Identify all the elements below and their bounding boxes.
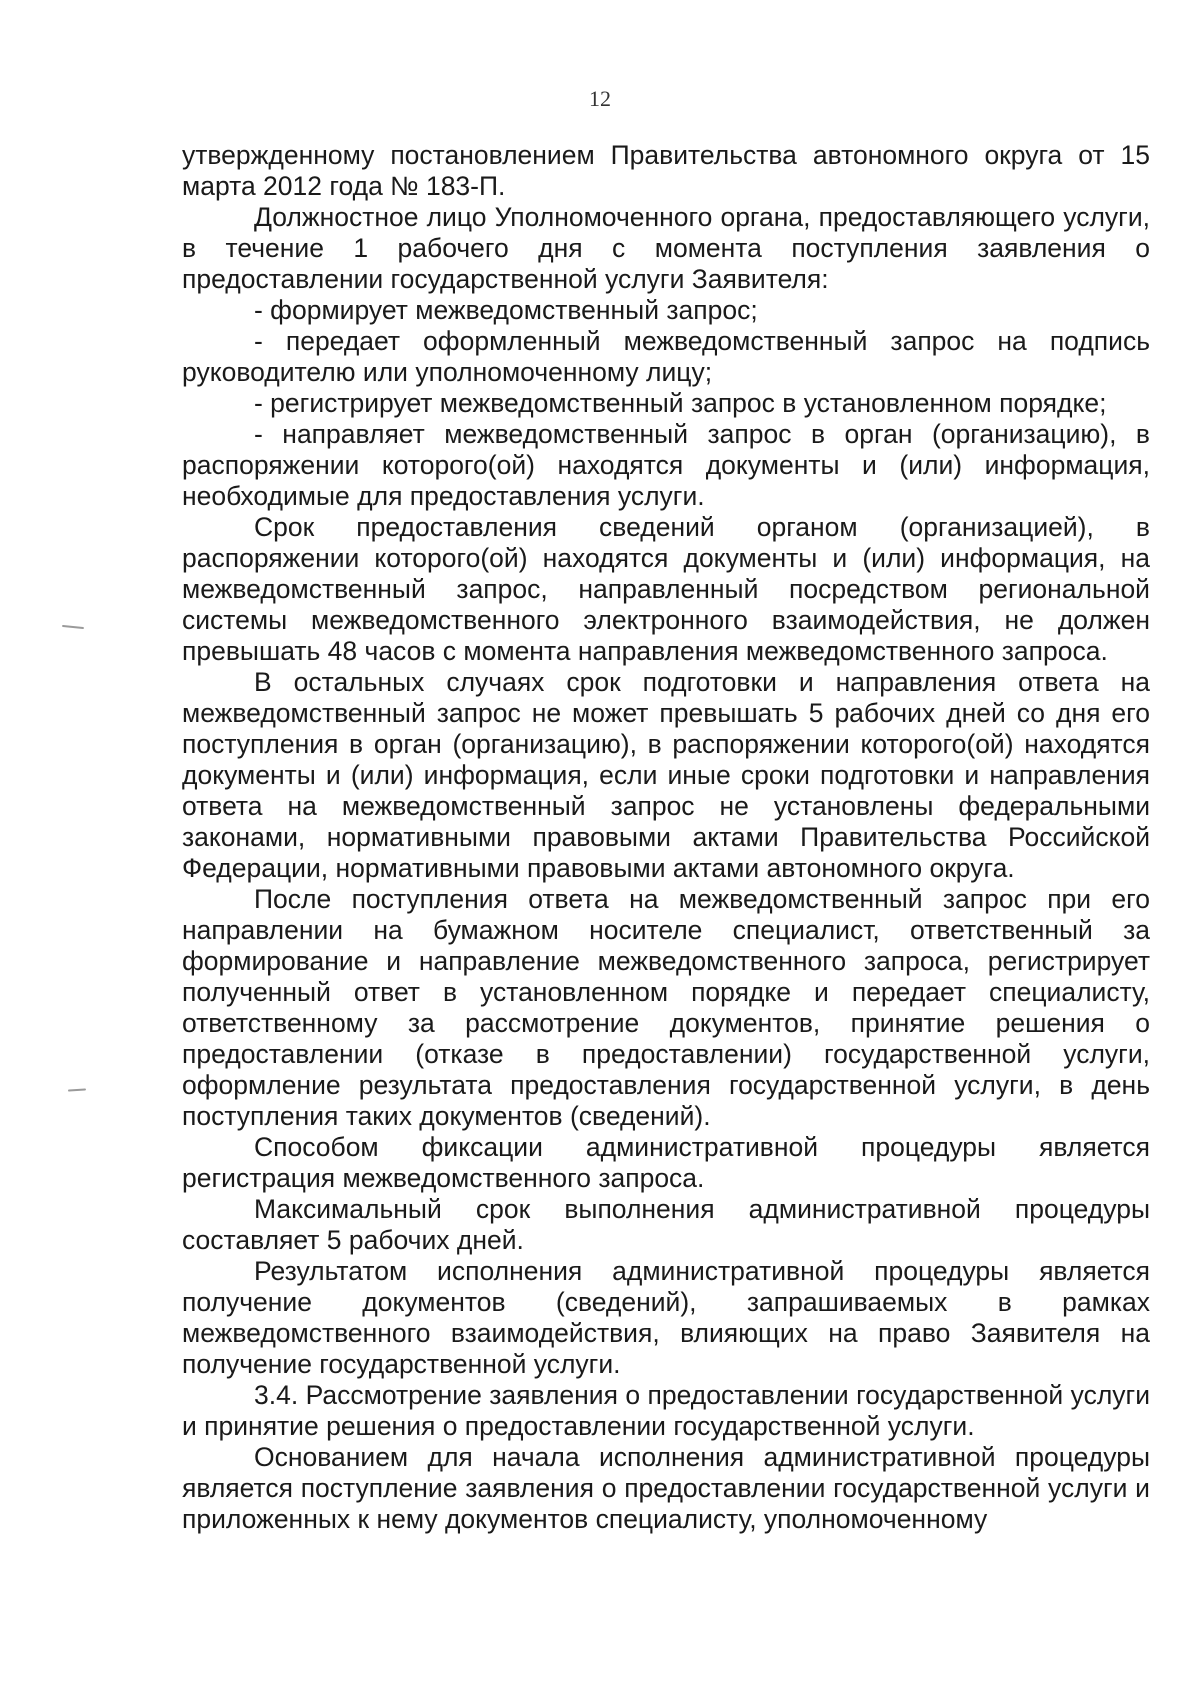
paragraph: Максимальный срок выполнения административной процедуры составляет 5 рабочих дней. [182,1194,1150,1255]
paragraph: В остальных случаях срок подготовки и направления ответа на межведомственный запрос не может превышать 5 рабочих дней со дня его поступления в орган (организацию), в распоряжении которого(ой) находятся документы и (или) информация, если иные сроки подготовки и направления ответа на межведомственный запрос не установлены федеральными законами, нормативными правовыми актами Правительства Российской Федерации, нормативными правовыми актами автономного округа. [182,667,1150,883]
paragraph: После поступления ответа на межведомственный запрос при его направлении на бумажном носителе специалист, ответственный за формирование и направление межведомственного запроса, регистрирует полученный ответ в установленном порядке и передает специалисту, ответственному за рассмотрение документов, принятие решения о предоставлении (отказе в предоставлении) государственной услуги, оформление результата предоставления государственной услуги, в день поступления таких документов (сведений). [182,884,1150,1131]
paragraph: Способом фиксации административной процедуры является регистрация межведомственного запроса. [182,1132,1150,1193]
paragraph: Основанием для начала исполнения административной процедуры является поступление заявления о предоставлении государственной услуги и приложенных к нему документов специалисту, уполномоченному [182,1442,1150,1534]
paragraph: утвержденному постановлением Правительства автономного округа от 15 марта 2012 года № 183-П. [182,140,1150,201]
document-body [182,140,1150,1535]
page-number: 12 [589,86,611,111]
paragraph: Результатом исполнения административной процедуры является получение документов (сведений), запрашиваемых в рамках межведомственного взаимодействия, влияющих на право Заявителя на получение государственной услуги. [182,1256,1150,1379]
paragraph: Должностное лицо Уполномоченного органа, предоставляющего услуги, в течение 1 рабочего дня с момента поступления заявления о предоставлении государственной услуги Заявителя: [182,202,1150,294]
list-item: - регистрирует межведомственный запрос в установленном порядке; [254,388,1107,418]
list-item: - формирует межведомственный запрос; [254,295,758,325]
list-item: - направляет межведомственный запрос в орган (организацию), в распоряжении которого(ой) находятся документы и (или) информация, необходимые для предоставления услуги. [182,419,1150,511]
section-heading: 3.4. Рассмотрение заявления о предоставлении государственной услуги и принятие решения о предоставлении государственной услуги. [182,1380,1150,1441]
paragraph: Срок предоставления сведений органом (организацией), в распоряжении которого(ой) находятся документы и (или) информация, на межведомственный запрос, направленный посредством региональной системы межведомственного электронного взаимодействия, не должен превышать 48 часов с момента направления межведомственного запроса. [182,512,1150,666]
scan-mark [62,625,84,629]
scan-mark [68,1088,86,1091]
list-item: - передает оформленный межведомственный запрос на подпись руководителю или уполномоченному лицу; [182,326,1150,387]
